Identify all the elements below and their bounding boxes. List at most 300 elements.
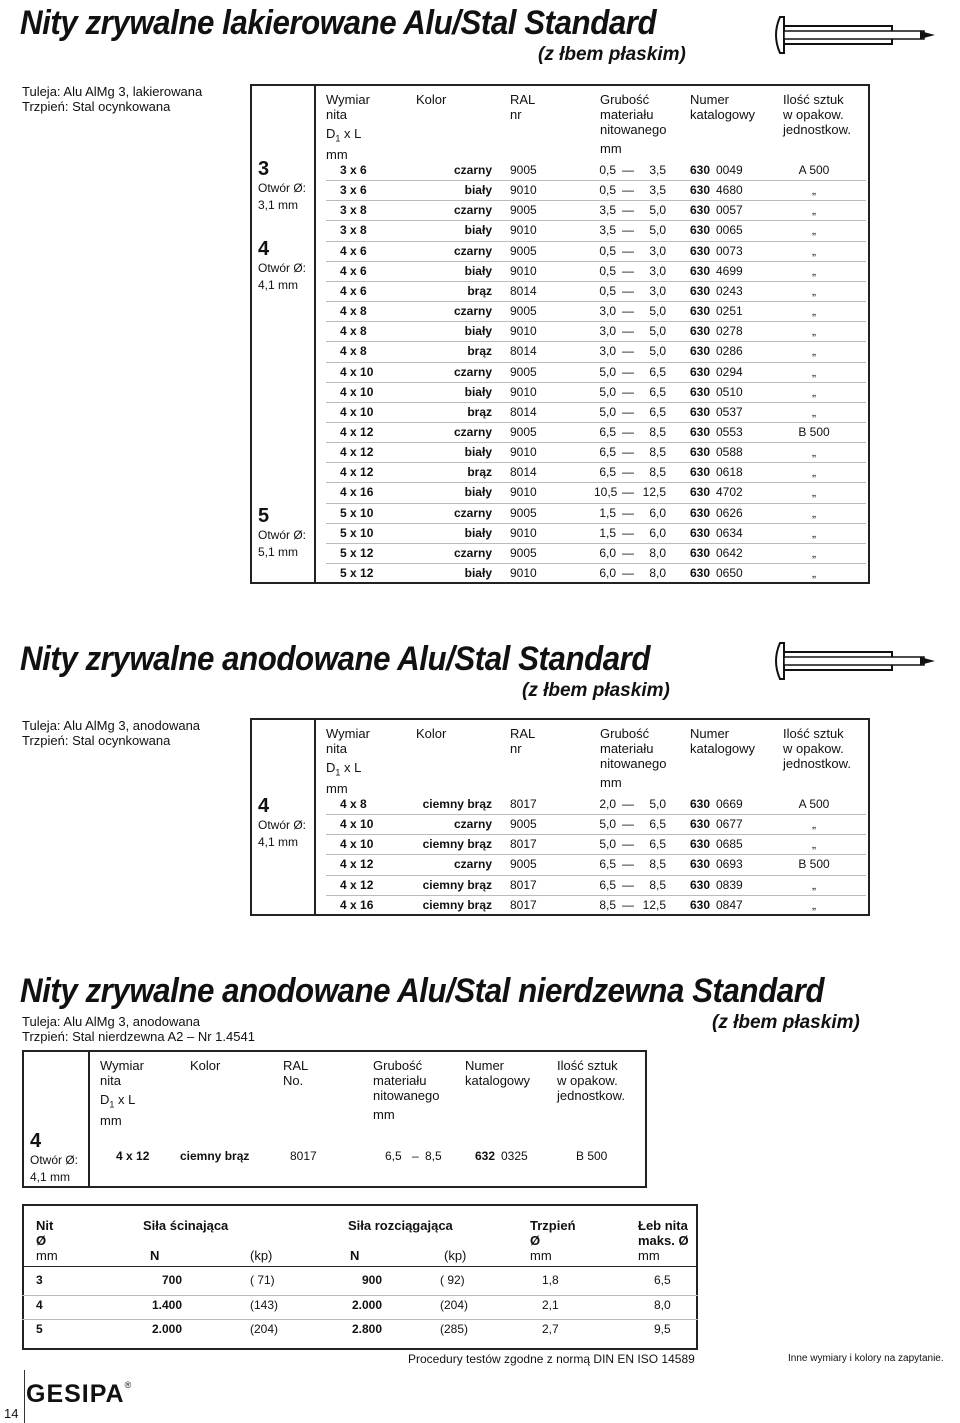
table-row <box>320 382 860 402</box>
cat-suffix: 0847 <box>716 897 743 912</box>
material-line: Trzpień: Stal nierdzewna A2 – Nr 1.4541 <box>22 1029 255 1044</box>
ral: 9010 <box>510 566 537 580</box>
cat-prefix: 630 <box>690 283 711 298</box>
cat-prefix: 630 <box>690 384 711 399</box>
cat-suffix: 0626 <box>716 505 743 520</box>
ral: 9005 <box>510 545 537 560</box>
table-row <box>320 503 860 523</box>
size: 4 x 8 <box>340 797 367 811</box>
tensile-kp: (204) <box>440 1297 469 1312</box>
size: 4 x 6 <box>340 263 367 278</box>
color: biały <box>464 525 492 540</box>
thick-max: 6,5 <box>649 384 666 399</box>
size: 4 x 8 <box>340 324 367 339</box>
thick-max: 6,0 <box>649 505 666 520</box>
cat-prefix: 630 <box>690 304 711 319</box>
color: czarny <box>453 243 492 258</box>
shear-n: 700 <box>161 1273 182 1287</box>
rivet-diameter: 5 <box>36 1322 43 1336</box>
group-label: 5 Otwór Ø: 5,1 mm <box>258 505 307 559</box>
thick-min: 3,0 <box>599 344 616 359</box>
row-separator <box>326 220 866 221</box>
size: 4 x 6 <box>340 283 367 298</box>
color: czarny <box>453 304 492 319</box>
row-separator <box>326 875 866 876</box>
cat-suffix: 0065 <box>716 223 743 238</box>
cat-prefix: 630 <box>690 566 711 580</box>
pack-qty: „ <box>812 304 816 319</box>
table-row <box>320 422 860 442</box>
thick-min: 3,5 <box>599 223 616 238</box>
ral: 9005 <box>510 817 537 832</box>
thick-min: 6,0 <box>599 545 616 560</box>
ral: 9010 <box>510 263 537 278</box>
tensile-kp: (285) <box>440 1322 469 1336</box>
ral: 8017 <box>510 877 537 892</box>
color: biały <box>464 223 492 238</box>
table-row <box>320 442 860 462</box>
cat-suffix: 0243 <box>716 283 743 298</box>
cat-prefix: 630 <box>690 465 711 480</box>
tensile-n: 2.000 <box>351 1297 382 1312</box>
size: 4 x 12 <box>340 445 374 460</box>
size: 4 x 10 <box>340 404 374 419</box>
cat-suffix: 0294 <box>716 364 743 379</box>
header-ilosc: Ilość sztuk w opakow. jednostkow. <box>783 726 851 771</box>
header-grubosc: Grubość materiału nitowanego mm <box>600 92 667 156</box>
color: czarny <box>453 203 492 218</box>
range-dash: — <box>622 877 634 892</box>
color: ciemny brąz <box>422 797 492 811</box>
thick-max: 3,5 <box>649 163 666 177</box>
cat-suffix: 0073 <box>716 243 743 258</box>
header-wymiar: Wymiar nita $D_1$ x L mm <box>326 726 370 796</box>
cat-prefix: 630 <box>690 797 711 811</box>
mandrel-diameter: 2,1 <box>542 1297 559 1312</box>
pack-qty: A 500 <box>798 797 830 811</box>
section1-title: Nity zrywalne lakierowane Alu/Stal Standard <box>20 4 657 42</box>
unit-n: N <box>150 1248 160 1263</box>
color: czarny <box>453 857 492 872</box>
range-dash: — <box>622 263 634 278</box>
thick-max: 8,5 <box>649 465 666 480</box>
cat-suffix: 0286 <box>716 344 743 359</box>
row-separator <box>326 200 866 201</box>
row-separator <box>326 281 866 282</box>
thick-min: 6,5 <box>599 877 616 892</box>
thick-min: 3,0 <box>599 304 616 319</box>
shear-kp: ( 71) <box>250 1273 275 1287</box>
pack-qty: „ <box>812 364 816 379</box>
ral: 9005 <box>510 304 537 319</box>
ral: 8014 <box>510 465 537 480</box>
thick-max: 3,5 <box>649 183 666 198</box>
color: czarny <box>453 163 492 177</box>
header-rozciagajaca: Siła rozciągająca <box>348 1218 453 1233</box>
cat-suffix: 0588 <box>716 445 743 460</box>
pack-qty: „ <box>812 243 816 258</box>
range-dash: — <box>622 857 634 872</box>
thick-max: 8,5 <box>649 877 666 892</box>
row-separator <box>326 321 866 322</box>
cat-prefix: 630 <box>690 837 711 852</box>
pack-qty: „ <box>812 877 816 892</box>
thick-max: 6,5 <box>649 817 666 832</box>
range-dash: — <box>622 344 634 359</box>
cat-prefix: 630 <box>690 263 711 278</box>
procedure-note: Procedury testów zgodne z normą DIN EN ISO 14589 <box>408 1352 695 1366</box>
ral: 9010 <box>510 525 537 540</box>
header-ral: RAL nr <box>510 726 536 756</box>
head-diameter: 6,5 <box>654 1273 671 1287</box>
pack-qty: A 500 <box>798 163 830 177</box>
ral: 9005 <box>510 364 537 379</box>
color: biały <box>464 445 492 460</box>
unit-kp: (kp) <box>444 1248 467 1263</box>
size: 3 x 6 <box>340 183 367 198</box>
thick-max: 8,5 <box>649 424 666 439</box>
table-row <box>320 362 860 382</box>
range-dash: — <box>622 243 634 258</box>
cat-suffix: 0278 <box>716 324 743 339</box>
size: 5 x 10 <box>340 505 374 520</box>
cat-prefix: 630 <box>690 163 711 177</box>
rivet-diameter: 3 <box>36 1273 43 1287</box>
thick-max: 5,0 <box>649 797 666 811</box>
divider <box>314 718 316 916</box>
pack-qty: „ <box>812 263 816 278</box>
cat-suffix: 0634 <box>716 525 743 540</box>
header-kolor: Kolor <box>190 1058 221 1073</box>
range-dash: — <box>622 203 634 218</box>
cat-suffix: 4680 <box>716 183 743 198</box>
color: czarny <box>453 424 492 439</box>
range-dash: — <box>622 545 634 560</box>
range-dash: — <box>622 404 634 419</box>
cat-prefix: 630 <box>690 424 711 439</box>
thick-max: 6,5 <box>649 404 666 419</box>
row-separator <box>326 834 866 835</box>
thick-min: 6,5 <box>599 465 616 480</box>
thick-min: 6,0 <box>599 566 616 580</box>
thick-max: 5,0 <box>649 344 666 359</box>
header-leb: Łeb nita maks. Ø mm <box>638 1218 689 1263</box>
section2-title: Nity zrywalne anodowane Alu/Stal Standard <box>20 640 651 678</box>
cat-suffix: 0510 <box>716 384 743 399</box>
ral: 8017 <box>510 897 537 912</box>
size: 4 x 16 <box>340 485 374 500</box>
head-diameter: 8,0 <box>654 1297 671 1312</box>
ral: 9005 <box>510 163 537 177</box>
ral: 9010 <box>510 384 537 399</box>
cat-prefix: 630 <box>690 445 711 460</box>
section3-material <box>22 1014 255 1044</box>
cat-prefix: 630 <box>690 897 711 912</box>
pack-qty: „ <box>812 545 816 560</box>
range-dash: — <box>622 424 634 439</box>
cat-prefix: 630 <box>690 324 711 339</box>
pack-qty: „ <box>812 897 816 912</box>
header-numer: Numer katalogowy <box>465 1058 531 1088</box>
color: czarny <box>453 545 492 560</box>
thick-min: 6,5 <box>599 424 616 439</box>
range-dash: — <box>622 324 634 339</box>
color: czarny <box>453 817 492 832</box>
table-row <box>0 1270 700 1290</box>
group-label: 3 Otwór Ø: 3,1 mm <box>258 158 307 212</box>
row-separator <box>326 382 866 383</box>
table-row <box>320 895 860 915</box>
shear-n: 2.000 <box>151 1322 182 1336</box>
cat-prefix: 630 <box>690 505 711 520</box>
header-kolor: Kolor <box>416 92 447 107</box>
cat-suffix: 0677 <box>716 817 743 832</box>
table-row <box>320 482 860 502</box>
shear-n: 1.400 <box>151 1297 182 1312</box>
size: 5 x 12 <box>340 545 374 560</box>
table-row <box>320 160 860 180</box>
size: 4 x 16 <box>340 897 374 912</box>
cat-suffix: 0618 <box>716 465 743 480</box>
ral: 8014 <box>510 344 537 359</box>
row-separator <box>326 362 866 363</box>
row-separator <box>326 814 866 815</box>
unit-kp: (kp) <box>250 1248 273 1263</box>
thick-min: 5,0 <box>599 404 616 419</box>
table-row <box>320 341 860 361</box>
row-separator <box>326 563 866 564</box>
range-dash: — <box>622 183 634 198</box>
table-row <box>320 281 860 301</box>
header-ilosc: Ilość sztuk w opakow. jednostkow. <box>783 92 851 137</box>
group-label: 4 Otwór Ø: 4,1 mm <box>258 795 307 849</box>
tensile-n: 2.800 <box>351 1322 382 1336</box>
ral: 9005 <box>510 203 537 218</box>
thick-max: 6,0 <box>649 525 666 540</box>
ral: 9005 <box>510 505 537 520</box>
color: biały <box>464 566 492 580</box>
thick-max: 3,0 <box>649 263 666 278</box>
ral: 8014 <box>510 404 537 419</box>
thick-max: 5,0 <box>649 223 666 238</box>
row-separator <box>326 301 866 302</box>
range-dash: — <box>622 283 634 298</box>
thick-max: 8,5 <box>649 445 666 460</box>
header-ral: RAL nr <box>510 92 536 122</box>
color: brąz <box>467 465 492 480</box>
availability-note: Inne wymiary i kolory na zapytanie. <box>788 1353 944 1364</box>
size: 3 x 8 <box>340 223 367 238</box>
cat-suffix: 0642 <box>716 545 743 560</box>
size: 4 x 12 <box>340 877 374 892</box>
cat-prefix: 630 <box>690 364 711 379</box>
row-separator <box>22 1295 698 1296</box>
cat-suffix: 0553 <box>716 424 743 439</box>
divider <box>24 1370 25 1423</box>
thick-min: 0,5 <box>599 283 616 298</box>
pack-qty: „ <box>812 223 816 238</box>
cat-prefix: 630 <box>690 485 711 500</box>
header-grubosc: Grubość materiału nitowanego mm <box>373 1058 440 1122</box>
mandrel-diameter: 2,7 <box>542 1322 559 1336</box>
ral: 9010 <box>510 324 537 339</box>
size: 3 x 8 <box>340 203 367 218</box>
section1-material <box>22 84 202 114</box>
thick-min: 1,5 <box>599 525 616 540</box>
row-separator <box>326 523 866 524</box>
thick-min: 0,5 <box>599 163 616 177</box>
header-ilosc: Ilość sztuk w opakow. jednostkow. <box>557 1058 625 1103</box>
size: 4 x 10 <box>340 837 374 852</box>
thick-min: 8,5 <box>599 897 616 912</box>
thick-min: 6,5 <box>599 445 616 460</box>
thick-min: 5,0 <box>599 364 616 379</box>
color: czarny <box>453 364 492 379</box>
range-dash: — <box>622 525 634 540</box>
color: brąz <box>467 404 492 419</box>
color: czarny <box>453 505 492 520</box>
color: ciemny brąz <box>422 837 492 852</box>
row-separator <box>326 462 866 463</box>
thick-min: 6,5 <box>599 857 616 872</box>
thick-min: 10,5 <box>594 485 618 500</box>
pack-qty: „ <box>812 485 816 500</box>
range-dash: — <box>622 445 634 460</box>
divider <box>314 84 316 584</box>
row-separator <box>326 503 866 504</box>
color: biały <box>464 384 492 399</box>
table-row <box>320 200 860 220</box>
table-row <box>320 794 860 814</box>
thick-max: 5,0 <box>649 203 666 218</box>
size: 4 x 10 <box>340 384 374 399</box>
range-dash: — <box>622 364 634 379</box>
row-separator <box>326 341 866 342</box>
size: 5 x 10 <box>340 525 374 540</box>
cat-prefix: 630 <box>690 183 711 198</box>
page-number: 14 <box>4 1406 19 1421</box>
cat-prefix: 630 <box>690 817 711 832</box>
size: 4 x 10 <box>340 364 374 379</box>
header-wymiar: Wymiar nita $D_1$ x L mm <box>100 1058 144 1128</box>
thick-min: 1,5 <box>599 505 616 520</box>
thick-max: 5,0 <box>649 324 666 339</box>
row-separator <box>326 482 866 483</box>
thick-max: 3,0 <box>649 283 666 298</box>
head-diameter: 9,5 <box>654 1322 671 1336</box>
pack-qty: „ <box>812 505 816 520</box>
divider <box>22 1266 698 1267</box>
size: 3 x 6 <box>340 163 367 177</box>
shear-kp: (143) <box>250 1297 279 1312</box>
thick-min: 0,5 <box>599 183 616 198</box>
row-separator <box>326 180 866 181</box>
pack-qty: „ <box>812 344 816 359</box>
tensile-kp: ( 92) <box>440 1273 465 1287</box>
mandrel-diameter: 1,8 <box>542 1273 559 1287</box>
size: 4 x 12 <box>340 424 374 439</box>
table-row <box>320 854 860 874</box>
size: 5 x 12 <box>340 566 374 580</box>
color: biały <box>464 263 492 278</box>
color: ciemny brąz <box>422 897 492 912</box>
cat-prefix: 630 <box>690 344 711 359</box>
table-row <box>320 301 860 321</box>
rivet-diameter: 4 <box>36 1297 43 1312</box>
range-dash: — <box>622 163 634 177</box>
range-dash: — <box>622 505 634 520</box>
range-dash: — <box>622 223 634 238</box>
ral: 8017 <box>510 837 537 852</box>
table-row: 4 x 12 ciemny brąz 8017 6,5 – 8,5 632 0325 B 500 <box>116 1149 608 1163</box>
row-separator <box>326 442 866 443</box>
pack-qty: B 500 <box>798 857 830 872</box>
table-row <box>320 220 860 240</box>
pack-qty: B 500 <box>798 424 830 439</box>
pack-qty: „ <box>812 465 816 480</box>
pack-qty: „ <box>812 525 816 540</box>
section2-subtitle: (z łbem płaskim) <box>522 680 670 701</box>
header-ral: RAL No. <box>283 1058 309 1088</box>
unit-n: N <box>350 1248 360 1263</box>
thick-min: 0,5 <box>599 243 616 258</box>
size: 4 x 6 <box>340 243 367 258</box>
color: brąz <box>467 283 492 298</box>
header-grubosc: Grubość materiału nitowanego mm <box>600 726 667 790</box>
ral: 9010 <box>510 183 537 198</box>
table-row <box>320 834 860 854</box>
divider <box>88 1050 90 1188</box>
table-row <box>0 1319 700 1339</box>
cat-suffix: 0251 <box>716 304 743 319</box>
color: biały <box>464 183 492 198</box>
cat-prefix: 630 <box>690 223 711 238</box>
pack-qty: „ <box>812 445 816 460</box>
table-row <box>320 563 860 583</box>
ral: 8017 <box>510 797 537 811</box>
row-separator <box>326 422 866 423</box>
table-row <box>320 180 860 200</box>
material-line: Trzpień: Stal ocynkowana <box>22 733 171 748</box>
range-dash: — <box>622 485 634 500</box>
thick-max: 5,0 <box>649 304 666 319</box>
table-row <box>0 1295 700 1315</box>
size: 4 x 8 <box>340 304 367 319</box>
cat-prefix: 630 <box>690 203 711 218</box>
rivet-icon <box>770 640 940 682</box>
color: biały <box>464 324 492 339</box>
ral: 8014 <box>510 283 537 298</box>
row-separator <box>326 241 866 242</box>
cat-suffix: 0537 <box>716 404 743 419</box>
thick-max: 8,5 <box>649 857 666 872</box>
material-line: Tuleja: Alu AlMg 3, anodowana <box>22 1014 201 1029</box>
range-dash: — <box>622 384 634 399</box>
group-label: 4 Otwór Ø: 4,1 mm <box>258 238 307 292</box>
material-line: Tuleja: Alu AlMg 3, lakierowana <box>22 84 203 99</box>
range-dash: — <box>622 797 634 811</box>
header-numer: Numer katalogowy <box>690 726 756 756</box>
header-nit: Nit Ø mm <box>36 1218 58 1263</box>
thick-min: 5,0 <box>599 817 616 832</box>
ral: 9010 <box>510 445 537 460</box>
table-row <box>320 875 860 895</box>
ral: 9005 <box>510 243 537 258</box>
thick-min: 2,0 <box>599 797 616 811</box>
range-dash: — <box>622 817 634 832</box>
table-row <box>320 261 860 281</box>
material-line: Tuleja: Alu AlMg 3, anodowana <box>22 718 201 733</box>
